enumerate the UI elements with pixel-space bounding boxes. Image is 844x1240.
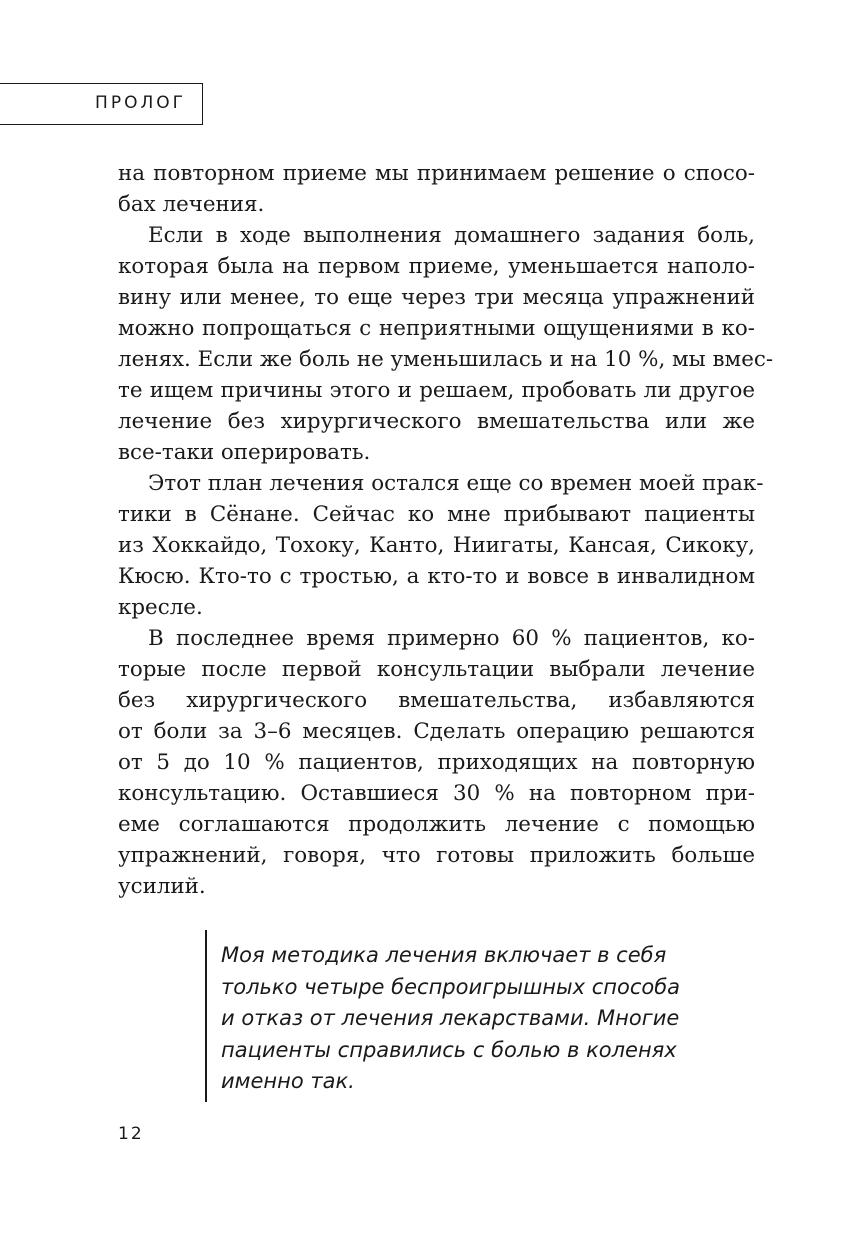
text-line: Этот план лечения остался еще со времен моей прак-: [148, 471, 764, 496]
section-tab: [0, 83, 203, 125]
text-line: на повторном приеме мы принимаем решение о спосо-: [118, 161, 755, 186]
quote-line: пациенты справились с болью в коленях: [221, 1037, 677, 1062]
text-line: лечение без хирургического вмешательства или же: [118, 409, 755, 434]
text-line: упражнений, говоря, что готовы приложить больше: [118, 843, 755, 868]
text-line: которая была на первом приеме, уменьшается наполо-: [118, 254, 755, 279]
text-line: кресле.: [118, 595, 203, 620]
text-line: Кюсю. Кто-то с тростью, а кто-то и вовсе в инвалидном: [118, 564, 755, 589]
text-line: еме соглашаются продолжить лечение с помощью: [118, 812, 755, 837]
quote-line: именно так.: [221, 1069, 355, 1093]
text-line: без хирургического вмешательства, избавляются: [118, 688, 755, 713]
quote-line: Моя методика лечения включает в себя: [221, 943, 667, 967]
page-number: 12: [118, 1124, 144, 1144]
text-line: из Хоккайдо, Тохоку, Канто, Ниигаты, Кансая, Сикоку,: [118, 533, 755, 558]
text-line: Если в ходе выполнения домашнего задания боль,: [148, 223, 755, 248]
text-line: тики в Сёнане. Сейчас ко мне прибывают пациенты: [118, 502, 755, 527]
text-line: В последнее время примерно 60 % пациентов, ко-: [148, 626, 755, 651]
text-line: ленях. Если же боль не уменьшилась и на 10 %, мы вмес-: [118, 347, 774, 372]
text-line: усилий.: [118, 874, 206, 899]
text-line: торые после первой консультации выбрали лечение: [118, 657, 755, 682]
body-text: [118, 158, 774, 902]
text-line: консультацию. Оставшиеся 30 % на повторном при-: [118, 781, 755, 806]
section-label: ПРОЛОГ: [95, 93, 186, 113]
text-line: те ищем причины этого и решаем, пробовать ли другое: [118, 378, 755, 403]
text-line: все-таки оперировать.: [118, 440, 371, 465]
pull-quote: [205, 930, 681, 1102]
text-line: можно попрощаться с неприятными ощущениями в ко-: [118, 316, 755, 341]
text-line: бах лечения.: [118, 192, 265, 217]
text-line: от 5 до 10 % пациентов, приходящих на повторную: [118, 750, 755, 775]
quote-line: и отказ от лечения лекарствами. Многие: [221, 1006, 680, 1030]
text-line: от боли за 3–6 месяцев. Сделать операцию решаются: [118, 719, 755, 744]
text-line: вину или менее, то еще через три месяца упражнений: [118, 285, 755, 310]
quote-line: только четыре беспроигрышных способа: [221, 974, 681, 999]
pull-quote-text: [221, 940, 680, 1098]
